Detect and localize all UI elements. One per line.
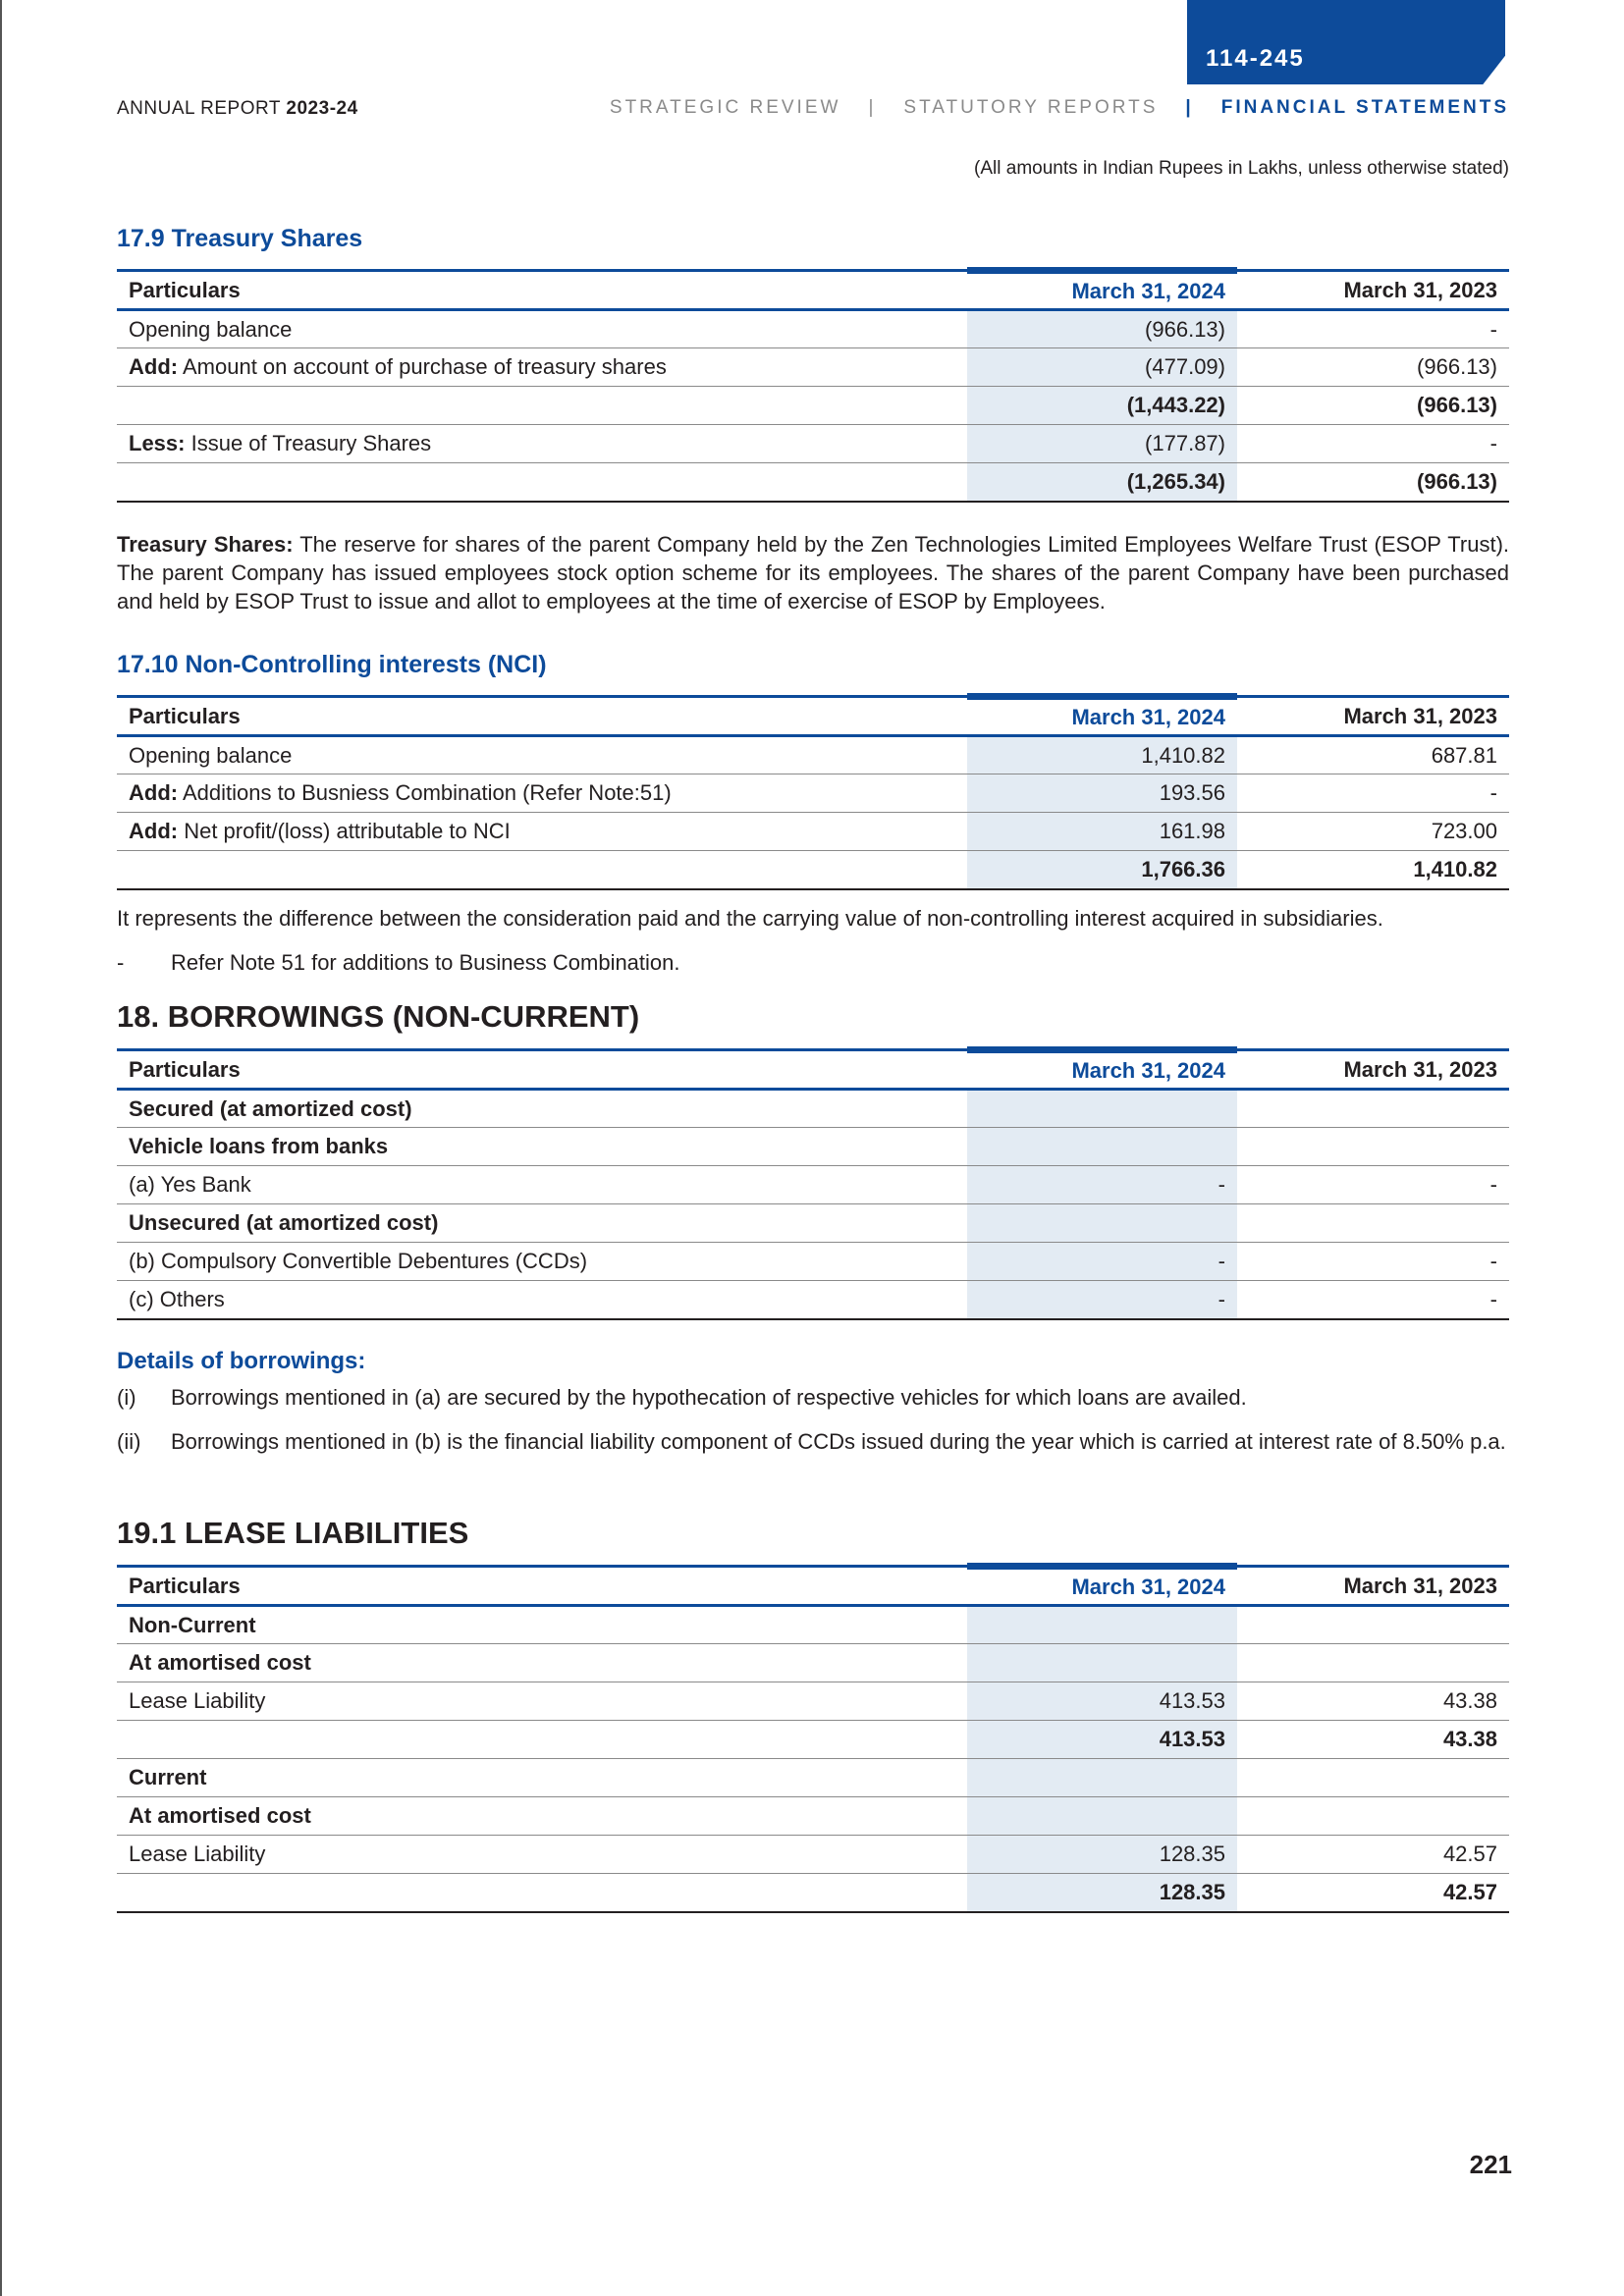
value-2024 xyxy=(967,1128,1237,1166)
value-2023 xyxy=(1237,1797,1509,1836)
value-2024: 413.53 xyxy=(967,1721,1237,1759)
section-range-label: 114-245 xyxy=(1206,45,1305,72)
value-2023: - xyxy=(1237,310,1509,348)
value-2023: - xyxy=(1237,1281,1509,1319)
row-label-text: Issue of Treasury Shares xyxy=(185,431,432,455)
row-label: Current xyxy=(117,1759,967,1797)
column-header-particulars: Particulars xyxy=(117,271,967,310)
table-row-total xyxy=(117,1874,1509,1912)
value-2024 xyxy=(967,1644,1237,1682)
nav-financial-statements[interactable]: FINANCIAL STATEMENTS xyxy=(1220,97,1509,118)
table-header-row xyxy=(117,1567,1509,1606)
nci-table xyxy=(117,693,1509,890)
table-row xyxy=(117,1836,1509,1874)
lease-liabilities-section xyxy=(117,1516,1509,1913)
column-header-2023: March 31, 2023 xyxy=(1237,1567,1509,1606)
table-row xyxy=(117,348,1509,387)
list-text: Borrowings mentioned in (b) is the financial liability component of CCDs issued during the year which is carried at interest rate of 8.50% p.a. xyxy=(171,1428,1506,1454)
column-header-2024: March 31, 2024 xyxy=(967,697,1237,736)
row-label xyxy=(117,736,967,774)
page-number: 221 xyxy=(1469,2150,1512,2179)
table-row xyxy=(117,774,1509,813)
table-row-heading xyxy=(117,1128,1509,1166)
value-2023: 687.81 xyxy=(1237,736,1509,774)
table-row xyxy=(117,1166,1509,1204)
value-2023: 43.38 xyxy=(1237,1721,1509,1759)
treasury-shares-table xyxy=(117,267,1509,503)
lease-liabilities-title: 19.1 LEASE LIABILITIES xyxy=(117,1516,469,1550)
value-2024 xyxy=(967,1204,1237,1243)
nav-separator: | xyxy=(868,97,877,118)
row-prefix: Add: xyxy=(129,780,179,805)
value-2024 xyxy=(967,1090,1237,1128)
treasury-shares-title: 17.9 Treasury Shares xyxy=(117,225,363,252)
row-label xyxy=(117,813,967,851)
value-2023: (966.13) xyxy=(1237,463,1509,502)
value-2024 xyxy=(967,1606,1237,1644)
treasury-shares-note xyxy=(117,530,1509,615)
row-label: At amortised cost xyxy=(117,1797,967,1836)
value-2023: 42.57 xyxy=(1237,1874,1509,1912)
treasury-note-text: The reserve for shares of the parent Company held by the Zen Technologies Limited Employees Welfare Trust (ESOP Trust). The parent Company has issued employees stock option scheme for its employees. The shares of the parent Company have been purchased and held by ESOP Trust to issue and allot to employees at the time of exercise of ESOP by Employees. xyxy=(117,531,1510,614)
report-title xyxy=(117,98,358,120)
table-row-heading xyxy=(117,1204,1509,1243)
table-row xyxy=(117,736,1509,774)
borrowings-detail-item xyxy=(117,1427,1509,1456)
value-2024: (966.13) xyxy=(967,310,1237,348)
column-header-particulars: Particulars xyxy=(117,1567,967,1606)
value-2024: (1,443.22) xyxy=(967,387,1237,425)
nav-strategic-review[interactable]: STRATEGIC REVIEW xyxy=(609,97,841,118)
table-row-heading xyxy=(117,1090,1509,1128)
borrowings-title: 18. BORROWINGS (NON-CURRENT) xyxy=(117,999,640,1034)
row-label: Lease Liability xyxy=(117,1682,967,1721)
column-header-2024: March 31, 2024 xyxy=(967,271,1237,310)
row-label xyxy=(117,1874,967,1912)
table-row xyxy=(117,1281,1509,1319)
column-header-particulars: Particulars xyxy=(117,1050,967,1090)
borrowings-details-title: Details of borrowings: xyxy=(117,1347,366,1374)
value-2024 xyxy=(967,1759,1237,1797)
value-2023: - xyxy=(1237,774,1509,813)
value-2024: (177.87) xyxy=(967,425,1237,463)
nci-section xyxy=(117,651,1509,977)
table-row xyxy=(117,1682,1509,1721)
column-header-2024: March 31, 2024 xyxy=(967,1567,1237,1606)
value-2023: - xyxy=(1237,1166,1509,1204)
row-label: (c) Others xyxy=(117,1281,967,1319)
row-label xyxy=(117,774,967,813)
table-row-total xyxy=(117,851,1509,889)
value-2024: - xyxy=(967,1243,1237,1281)
table-row-heading xyxy=(117,1759,1509,1797)
nci-note: It represents the difference between the consideration paid and the carrying value of non-controlling interest acquired in subsidiaries. xyxy=(117,905,1383,931)
table-header-row xyxy=(117,271,1509,310)
value-2023: (966.13) xyxy=(1237,387,1509,425)
row-label: Lease Liability xyxy=(117,1836,967,1874)
header-nav xyxy=(610,97,1509,119)
value-2024 xyxy=(967,1797,1237,1836)
row-label: Secured (at amortized cost) xyxy=(117,1090,967,1128)
nci-title: 17.10 Non-Controlling interests (NCI) xyxy=(117,651,547,678)
table-header-row xyxy=(117,697,1509,736)
value-2023: 43.38 xyxy=(1237,1682,1509,1721)
value-2024: 1,410.82 xyxy=(967,736,1237,774)
value-2024: - xyxy=(967,1166,1237,1204)
table-header-row xyxy=(117,1050,1509,1090)
row-label-text: Opening balance xyxy=(129,316,293,342)
value-2023: 723.00 xyxy=(1237,813,1509,851)
value-2023 xyxy=(1237,1128,1509,1166)
value-2024: - xyxy=(967,1281,1237,1319)
row-label: At amortised cost xyxy=(117,1644,967,1682)
table-row xyxy=(117,310,1509,348)
list-text: Borrowings mentioned in (a) are secured by the hypothecation of respective vehicles for which loans are availed. xyxy=(171,1384,1247,1410)
row-label-text: Additions to Busniess Combination (Refer Note:51) xyxy=(178,780,672,805)
row-label: Unsecured (at amortized cost) xyxy=(117,1204,967,1243)
value-2023 xyxy=(1237,1759,1509,1797)
value-2023: 42.57 xyxy=(1237,1836,1509,1874)
value-2023 xyxy=(1237,1644,1509,1682)
value-2024: 161.98 xyxy=(967,813,1237,851)
row-label xyxy=(117,348,967,387)
row-label xyxy=(117,1721,967,1759)
column-header-2023: March 31, 2023 xyxy=(1237,697,1509,736)
column-header-2024: March 31, 2024 xyxy=(967,1050,1237,1090)
table-row-total xyxy=(117,463,1509,502)
report-year: 2023-24 xyxy=(286,98,358,119)
table-row xyxy=(117,1243,1509,1281)
list-marker: (ii) xyxy=(117,1428,141,1454)
value-2023: - xyxy=(1237,1243,1509,1281)
nav-separator: | xyxy=(1185,97,1194,118)
value-2023 xyxy=(1237,1204,1509,1243)
value-2024: 193.56 xyxy=(967,774,1237,813)
bullet-text: Refer Note 51 for additions to Business Combination. xyxy=(171,949,680,975)
treasury-note-lead: Treasury Shares: xyxy=(117,531,294,557)
bullet-marker: - xyxy=(117,949,125,975)
row-label-text: Net profit/(loss) attributable to NCI xyxy=(178,819,511,843)
nci-bullet xyxy=(117,948,1509,977)
value-2023: - xyxy=(1237,425,1509,463)
row-label xyxy=(117,463,967,502)
row-prefix: Add: xyxy=(129,819,179,843)
value-2024: 1,766.36 xyxy=(967,851,1237,889)
page-edge-line xyxy=(0,0,2,2296)
borrowings-detail-item xyxy=(117,1383,1509,1412)
row-label xyxy=(117,387,967,425)
report-title-text: ANNUAL REPORT xyxy=(117,98,281,119)
value-2023 xyxy=(1237,1606,1509,1644)
row-label-text: Opening balance xyxy=(129,742,293,768)
amounts-note: (All amounts in Indian Rupees in Lakhs, unless otherwise stated) xyxy=(974,158,1509,179)
table-row-heading xyxy=(117,1606,1509,1644)
value-2023: 1,410.82 xyxy=(1237,851,1509,889)
row-label xyxy=(117,425,967,463)
row-label xyxy=(117,851,967,889)
table-row-heading xyxy=(117,1797,1509,1836)
table-row xyxy=(117,425,1509,463)
table-row xyxy=(117,813,1509,851)
row-label xyxy=(117,310,967,348)
value-2024: (477.09) xyxy=(967,348,1237,387)
table-row-subtotal xyxy=(117,387,1509,425)
value-2023 xyxy=(1237,1090,1509,1128)
column-header-2023: March 31, 2023 xyxy=(1237,1050,1509,1090)
row-label: (b) Compulsory Convertible Debentures (CCDs) xyxy=(117,1243,967,1281)
row-prefix: Add: xyxy=(129,354,179,379)
table-row-subtotal xyxy=(117,1721,1509,1759)
row-label: Non-Current xyxy=(117,1606,967,1644)
table-row-heading xyxy=(117,1644,1509,1682)
value-2024: 128.35 xyxy=(967,1836,1237,1874)
value-2024: 128.35 xyxy=(967,1874,1237,1912)
row-label-text: Amount on account of purchase of treasury shares xyxy=(178,354,667,379)
nav-statutory-reports[interactable]: STATUTORY REPORTS xyxy=(903,97,1159,118)
column-header-2023: March 31, 2023 xyxy=(1237,271,1509,310)
row-label: Vehicle loans from banks xyxy=(117,1128,967,1166)
value-2024: (1,265.34) xyxy=(967,463,1237,502)
value-2024: 413.53 xyxy=(967,1682,1237,1721)
borrowings-section xyxy=(117,999,1509,1456)
treasury-shares-section xyxy=(117,225,1509,615)
lease-liabilities-table xyxy=(117,1563,1509,1913)
value-2023: (966.13) xyxy=(1237,348,1509,387)
row-prefix: Less: xyxy=(129,431,186,455)
column-header-particulars: Particulars xyxy=(117,697,967,736)
row-label: (a) Yes Bank xyxy=(117,1166,967,1204)
list-marker: (i) xyxy=(117,1384,136,1410)
borrowings-table xyxy=(117,1046,1509,1320)
